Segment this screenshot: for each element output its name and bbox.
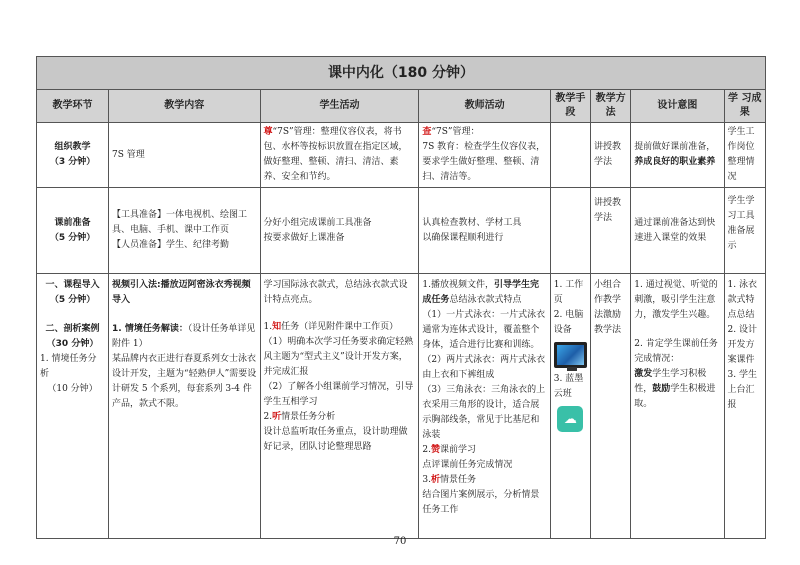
highlight-char: 赞 bbox=[431, 445, 441, 455]
intent-bold: 养成良好的职业素养 bbox=[634, 157, 716, 167]
student-cell bbox=[260, 274, 419, 539]
step-num: 2. bbox=[422, 445, 432, 455]
header-teacher: 教师活动 bbox=[419, 90, 550, 123]
teacher-text: 总结泳衣款式特点 bbox=[449, 295, 522, 305]
student-cell bbox=[260, 123, 419, 188]
table-title: 课中内化（180 分钟） bbox=[37, 57, 766, 90]
teacher-body: 7S 教育：检查学生仪容仪表，要求学生做好整理、整顿、清扫、清洁等。 bbox=[422, 142, 546, 182]
means-cell bbox=[550, 274, 590, 539]
intent-line: 1. 通过视觉、听觉的刺激，吸引学生注意力，激发学生兴趣。 bbox=[634, 280, 718, 320]
highlight-char: 尊 bbox=[263, 127, 273, 137]
content-line: 【人员准备】学生、纪律考勤 bbox=[112, 240, 230, 250]
outcome-cell: 学生学习工具准备展示 bbox=[724, 188, 766, 274]
step-text: 课前学习 bbox=[440, 445, 477, 455]
stage-sub-duration: （10 分钟） bbox=[47, 384, 98, 394]
teacher-line: 认真检查教材、学材工具 bbox=[422, 217, 522, 228]
stage-cell bbox=[37, 123, 109, 188]
monitor-icon bbox=[554, 342, 587, 368]
task-label: 1. 情境任务解读： bbox=[112, 324, 188, 334]
student-line: 分好小组完成课前工具准备 bbox=[263, 217, 372, 228]
lesson-plan-table bbox=[36, 56, 766, 539]
stage-cell bbox=[37, 274, 109, 539]
teacher-line: （3）三角泳衣：三角泳衣的上衣采用三角形的设计，适合展示胸部线条，常见于比基尼和泳装 bbox=[422, 385, 546, 440]
stage-label: 一、课程导入 bbox=[45, 280, 100, 290]
teacher-line: 点评课前任务完成情况 bbox=[422, 460, 513, 470]
content-cell bbox=[109, 188, 260, 274]
stage-label: 组织教学 bbox=[54, 142, 91, 152]
means-cell bbox=[550, 188, 590, 274]
step-text: 情景任务分析 bbox=[281, 412, 336, 422]
intent-cell bbox=[631, 123, 724, 188]
teacher-cell bbox=[419, 274, 550, 539]
student-line: 学习国际泳衣款式，总结泳衣款式设计特点亮点。 bbox=[263, 280, 408, 305]
content-cell bbox=[109, 274, 260, 539]
student-line: 设计总监听取任务重点，设计助理做好记录，团队讨论整理思路 bbox=[263, 427, 408, 452]
step-num: 3. bbox=[422, 475, 432, 485]
header-outcome: 学 习成果 bbox=[724, 90, 766, 123]
stage-duration: （5 分钟） bbox=[49, 232, 96, 243]
intent-text: 学生学习积极性， bbox=[634, 369, 707, 394]
intent-cell bbox=[631, 274, 724, 539]
header-student: 学生活动 bbox=[260, 90, 419, 123]
method-cell: 讲授教学法 bbox=[591, 188, 631, 274]
means-item: 2. 电脑设备 bbox=[553, 310, 584, 335]
teacher-bold: 引导学生完成任务 bbox=[422, 280, 540, 305]
task-body: 某品牌内衣正进行春夏系列女士泳衣设计开发，主题为“轻熟伊人”需要设计研发 5 个系列，每套系列 3-4 件产品，款式不限。 bbox=[112, 354, 257, 409]
step-num: 1. bbox=[263, 322, 273, 332]
header-method: 教学方法 bbox=[591, 90, 631, 123]
outcome-item: 2. 设计开发方案课件 bbox=[727, 325, 757, 365]
outcome-item: 3. 学生上台汇报 bbox=[727, 370, 757, 410]
stage-label: 课前准备 bbox=[54, 217, 91, 228]
intent-bold: 激发 bbox=[634, 369, 653, 379]
table-row bbox=[37, 188, 766, 274]
means-item: 1. 工作页 bbox=[553, 280, 584, 305]
teacher-line: （2）两片式泳衣：两片式泳衣由上衣和下裤组成 bbox=[422, 355, 546, 380]
step-num: 2. bbox=[263, 412, 273, 422]
student-line: （2）了解各小组课前学习情况，引导学生互相学习 bbox=[263, 382, 414, 407]
header-stage: 教学环节 bbox=[37, 90, 109, 123]
outcome-cell: 学生工作岗位整理情况 bbox=[724, 123, 766, 188]
header-content: 教学内容 bbox=[109, 90, 260, 123]
step-text: 任务（详见附件课中工作页） bbox=[281, 322, 399, 332]
intent-cell: 通过课前准备达到快速进入课堂的效果 bbox=[631, 188, 724, 274]
table-row bbox=[37, 274, 766, 539]
stage-duration: （3 分钟） bbox=[49, 157, 96, 167]
student-line: 按要求做好上课准备 bbox=[263, 232, 345, 243]
highlight-char: 听 bbox=[272, 412, 282, 422]
intent-line: 2. 肯定学生课前任务完成情况： bbox=[634, 339, 718, 364]
content-line: 【工具准备】一体电视机、绘图工具、电脑、手机、课中工作页 bbox=[112, 210, 248, 235]
method-cell: 讲授教学法 bbox=[591, 123, 631, 188]
teacher-line: 以确保课程顺利进行 bbox=[422, 232, 504, 243]
method-cell: 小组合作教学法激励教学法 bbox=[591, 274, 631, 539]
table-row bbox=[37, 123, 766, 188]
outcome-cell bbox=[724, 274, 766, 539]
teacher-line: （1）一片式泳衣：一片式泳衣通常为连体式设计，覆盖整个身体，适合进行比赛和训练。 bbox=[422, 310, 546, 350]
cloud-class-app-icon: ☁ bbox=[554, 406, 587, 432]
stage-duration: （30 分钟） bbox=[46, 339, 99, 349]
highlight-char: 析 bbox=[431, 475, 441, 485]
step-text: 情景任务 bbox=[440, 475, 477, 485]
teacher-cell bbox=[419, 188, 550, 274]
teacher-line: 结合图片案例展示，分析情景任务工作 bbox=[422, 490, 540, 515]
highlight-char: 查 bbox=[422, 127, 432, 137]
outcome-item: 1. 泳衣款式特点总结 bbox=[727, 280, 757, 320]
stage-label: 二、剖析案例 bbox=[45, 324, 100, 334]
intent-text: 提前做好课前准备， bbox=[634, 142, 716, 152]
teacher-text: “7S”管理： bbox=[431, 127, 480, 137]
teacher-cell bbox=[419, 123, 550, 188]
page-number: 70 bbox=[393, 536, 407, 547]
stage-cell bbox=[37, 188, 109, 274]
task-paren: （设计任务单详见附件 1） bbox=[112, 324, 256, 349]
means-cell bbox=[550, 123, 590, 188]
highlight-char: 知 bbox=[272, 322, 282, 332]
intent-bold: 鼓励 bbox=[652, 384, 671, 394]
header-intent: 设计意图 bbox=[631, 90, 724, 123]
content-cell: 7S 管理 bbox=[109, 123, 260, 188]
means-item: 3. 蓝墨云班 bbox=[553, 374, 584, 399]
intro-method: 视频引入法:播放迈阿密泳衣秀视频导入 bbox=[112, 280, 251, 305]
stage-duration: （5 分钟） bbox=[49, 295, 96, 305]
teacher-text: 1.播放视频文件， bbox=[422, 280, 495, 290]
student-cell bbox=[260, 188, 419, 274]
header-means: 教学手段 bbox=[550, 90, 590, 123]
student-text: “7S”管理：整理仪容仪表，将书包、水杯等按标识放置在指定区域，做好整理、整顿、清扫、清洁、素养、安全和节约。 bbox=[263, 127, 408, 182]
stage-sub: 1. 情境任务分析 bbox=[40, 354, 97, 379]
student-line: （1）明确本次学习任务要求确定轻熟风主题为“型式主义”设计开发方案，并完成汇报 bbox=[263, 337, 414, 377]
intent-text: 学生积极进取。 bbox=[634, 384, 716, 409]
